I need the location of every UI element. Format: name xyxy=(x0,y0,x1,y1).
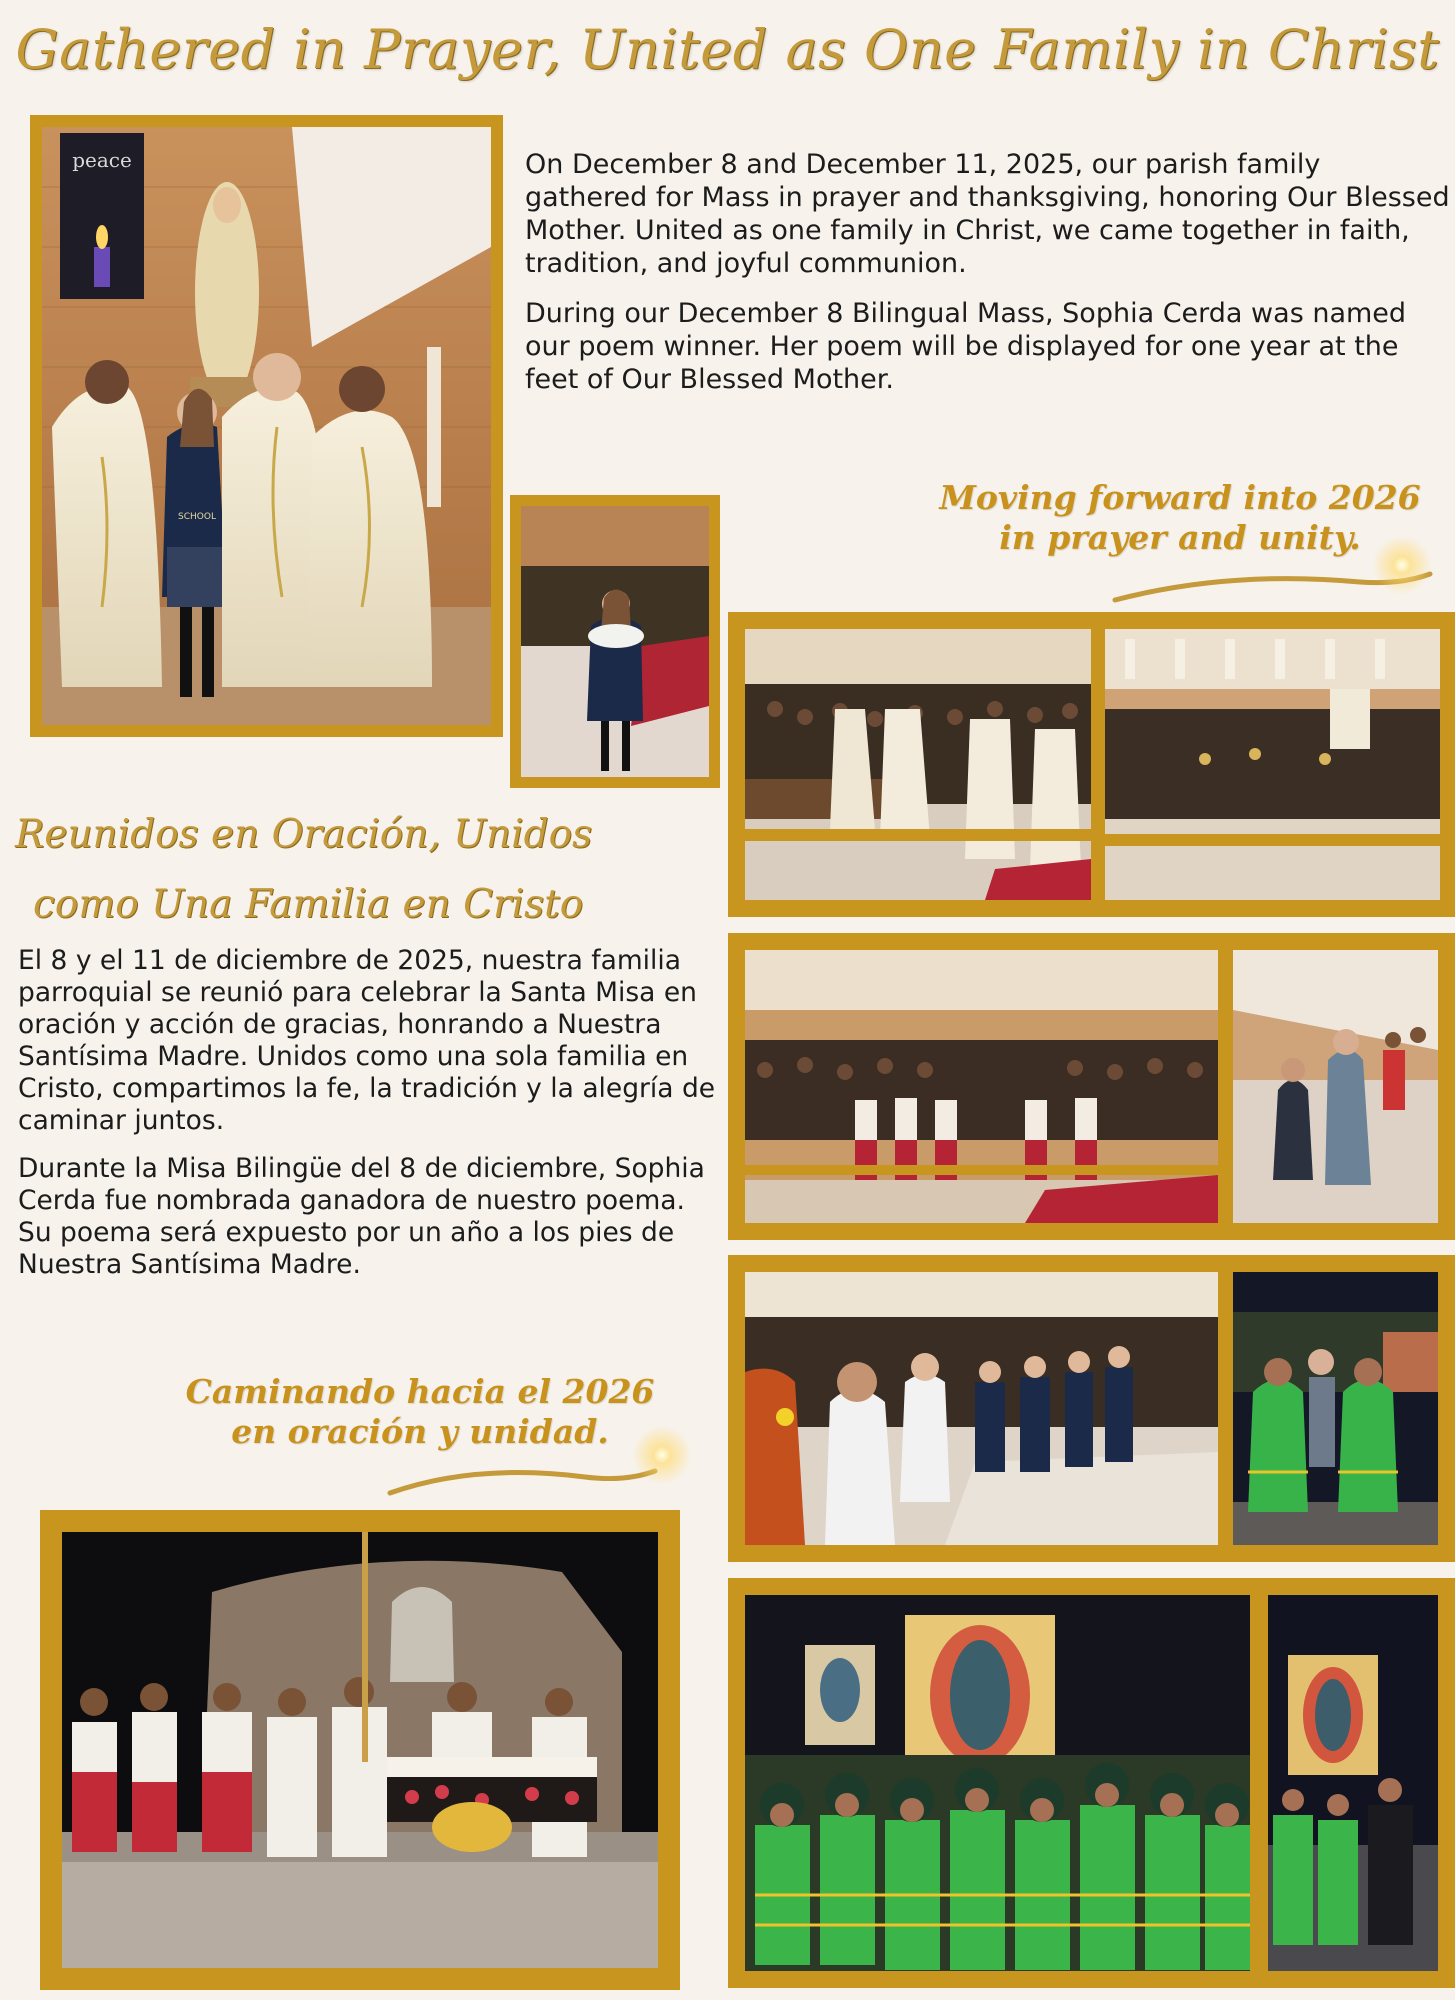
photo-outdoor-mass-frame xyxy=(40,1510,680,1990)
jacket-school-text: SCHOOL xyxy=(178,512,216,522)
photo-clergy-group xyxy=(42,127,491,725)
english-paragraph-1: On December 8 and December 11, 2025, our parish family gathered for Mass in prayer and thanksgiving, honoring Our Blessed Mother. United as one family in Christ, we came together in faith, tradition, and joyful communion. xyxy=(525,149,1450,279)
english-tagline-line-1: Moving forward into 2026 xyxy=(939,478,1421,517)
photo-clergy-group-frame xyxy=(30,115,503,737)
spanish-paragraph-1: El 8 y el 11 de diciembre de 2025, nuestra familia parroquial se reunió para celebrar la Santa Misa en oración y acción de gracias, honrando a Nuestra Santísima Madre. Unidos como una sola familia en Cristo, compartimos la fe, la tradición y la alegría de caminar juntos. xyxy=(18,945,716,1136)
sparkle-icon xyxy=(1372,535,1432,595)
spanish-tagline-line-1: Caminando hacia el 2026 xyxy=(185,1372,655,1411)
photo-row-2-frame xyxy=(728,933,1455,1240)
spanish-title-line-2: como Una Familia en Cristo xyxy=(33,882,584,927)
photo-matachines-dancers xyxy=(1233,1272,1438,1545)
photo-outdoor-mass xyxy=(62,1532,658,1968)
photo-altar-servers xyxy=(745,950,1218,1223)
photo-guadalupe-image-night xyxy=(1268,1595,1438,1971)
spanish-title xyxy=(15,800,655,940)
photo-congregation xyxy=(1105,629,1440,900)
english-tagline xyxy=(920,478,1440,558)
photo-guadalupe-dancers xyxy=(745,1595,1250,1971)
photo-row-4-frame xyxy=(728,1578,1455,1988)
photo-students-procession xyxy=(745,1272,1218,1545)
english-text xyxy=(525,148,1450,413)
photo-girls-with-roses xyxy=(1233,950,1438,1223)
photo-row-1-frame xyxy=(728,612,1455,917)
sparkle-icon xyxy=(632,1425,692,1485)
photo-poem-winner xyxy=(521,506,709,777)
english-paragraph-2: During our December 8 Bilingual Mass, Sophia Cerda was named our poem winner. Her poem will be displayed for one year at the feet of Our Blessed Mother. xyxy=(525,298,1407,395)
spanish-text xyxy=(18,945,718,1297)
banner-peace-text: peace xyxy=(72,148,132,172)
spanish-tagline-line-2: en oración y unidad. xyxy=(231,1412,609,1451)
photo-poem-winner-frame xyxy=(510,495,720,788)
english-tagline-line-2: in prayer and unity. xyxy=(999,518,1361,557)
photo-procession-clergy xyxy=(745,629,1091,900)
spanish-paragraph-2: Durante la Misa Bilingüe del 8 de diciembre, Sophia Cerda fue nombrada ganadora de nuestro poema. Su poema será expuesto por un año a los pies de Nuestra Santísima Madre. xyxy=(18,1153,705,1280)
spanish-title-line-1: Reunidos en Oración, Unidos xyxy=(15,812,593,857)
spanish-swoosh-ornament xyxy=(385,1455,665,1505)
page-title: Gathered in Prayer, United as One Family in Christ xyxy=(15,18,1440,81)
spanish-tagline xyxy=(180,1372,660,1452)
photo-row-3-frame xyxy=(728,1255,1455,1562)
